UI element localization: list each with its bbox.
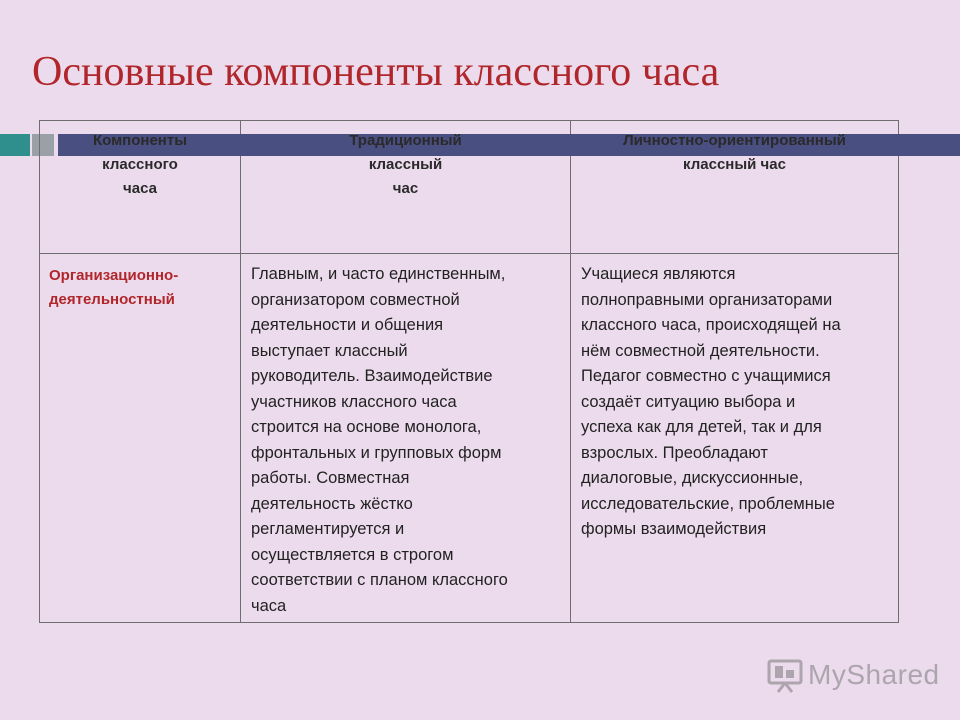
- cell-component: [40, 254, 241, 623]
- header-traditional: [241, 121, 571, 254]
- text-line: формы взаимодействия: [581, 520, 767, 538]
- text-line: работы. Совместная: [251, 469, 410, 487]
- accent-bar-teal: [0, 134, 30, 156]
- watermark-text: MyShared: [808, 659, 940, 690]
- table-row: [40, 254, 899, 623]
- cell-traditional: [241, 254, 571, 623]
- text-line: взрослых. Преобладают: [581, 443, 768, 462]
- header-line: часа: [123, 180, 157, 197]
- text-line: осуществляется в строгом: [251, 545, 454, 564]
- watermark: [766, 656, 940, 694]
- presentation-icon: [766, 656, 804, 694]
- components-table: [39, 120, 899, 623]
- text-line: Учащиеся являются: [581, 265, 736, 283]
- text-line: участников классного часа: [251, 392, 457, 411]
- text-line: выступает классный: [251, 341, 408, 360]
- header-line: Личностно-ориентированный: [623, 132, 846, 149]
- text-line: строится на основе монолога,: [251, 418, 482, 436]
- header-line: Компоненты: [92, 132, 188, 149]
- text-line: полноправными организаторами: [581, 290, 833, 309]
- component-line: Организационно-: [49, 267, 179, 284]
- header-personal: [571, 121, 899, 254]
- text-line: диалоговые, дискуссионные,: [581, 469, 804, 487]
- text-line: успеха как для детей, так и для: [581, 418, 822, 436]
- text-line: часа: [251, 596, 287, 615]
- text-line: классного часа, происходящей на: [581, 316, 841, 334]
- text-line: деятельность жёстко: [251, 494, 413, 513]
- text-line: руководитель. Взаимодействие: [251, 367, 493, 385]
- text-line: организатором совместной: [251, 290, 460, 309]
- slide-title: Основные компоненты классного часа: [32, 49, 720, 95]
- text-line: Главным, и часто единственным,: [251, 265, 506, 283]
- text-line: Педагог совместно с учащимися: [581, 367, 831, 385]
- text-line: создаёт ситуацию выбора и: [581, 392, 796, 411]
- header-line: классный: [368, 156, 443, 173]
- cell-personal: [571, 254, 899, 623]
- text-line: регламентируется и: [251, 520, 405, 538]
- text-line: деятельности и общения: [251, 316, 444, 334]
- header-line: Традиционный: [349, 132, 462, 149]
- text-line: нём совместной деятельности.: [581, 341, 820, 360]
- header-line: классного: [102, 156, 178, 173]
- header-components: [40, 121, 241, 254]
- text-line: фронтальных и групповых форм: [251, 443, 502, 462]
- text-line: исследовательские, проблемные: [581, 494, 835, 513]
- text-line: соответствии с планом классного: [251, 571, 508, 589]
- table-header-row: [40, 121, 899, 254]
- header-line: час: [392, 180, 419, 197]
- component-line: деятельностный: [49, 291, 175, 308]
- header-line: классный час: [683, 156, 786, 173]
